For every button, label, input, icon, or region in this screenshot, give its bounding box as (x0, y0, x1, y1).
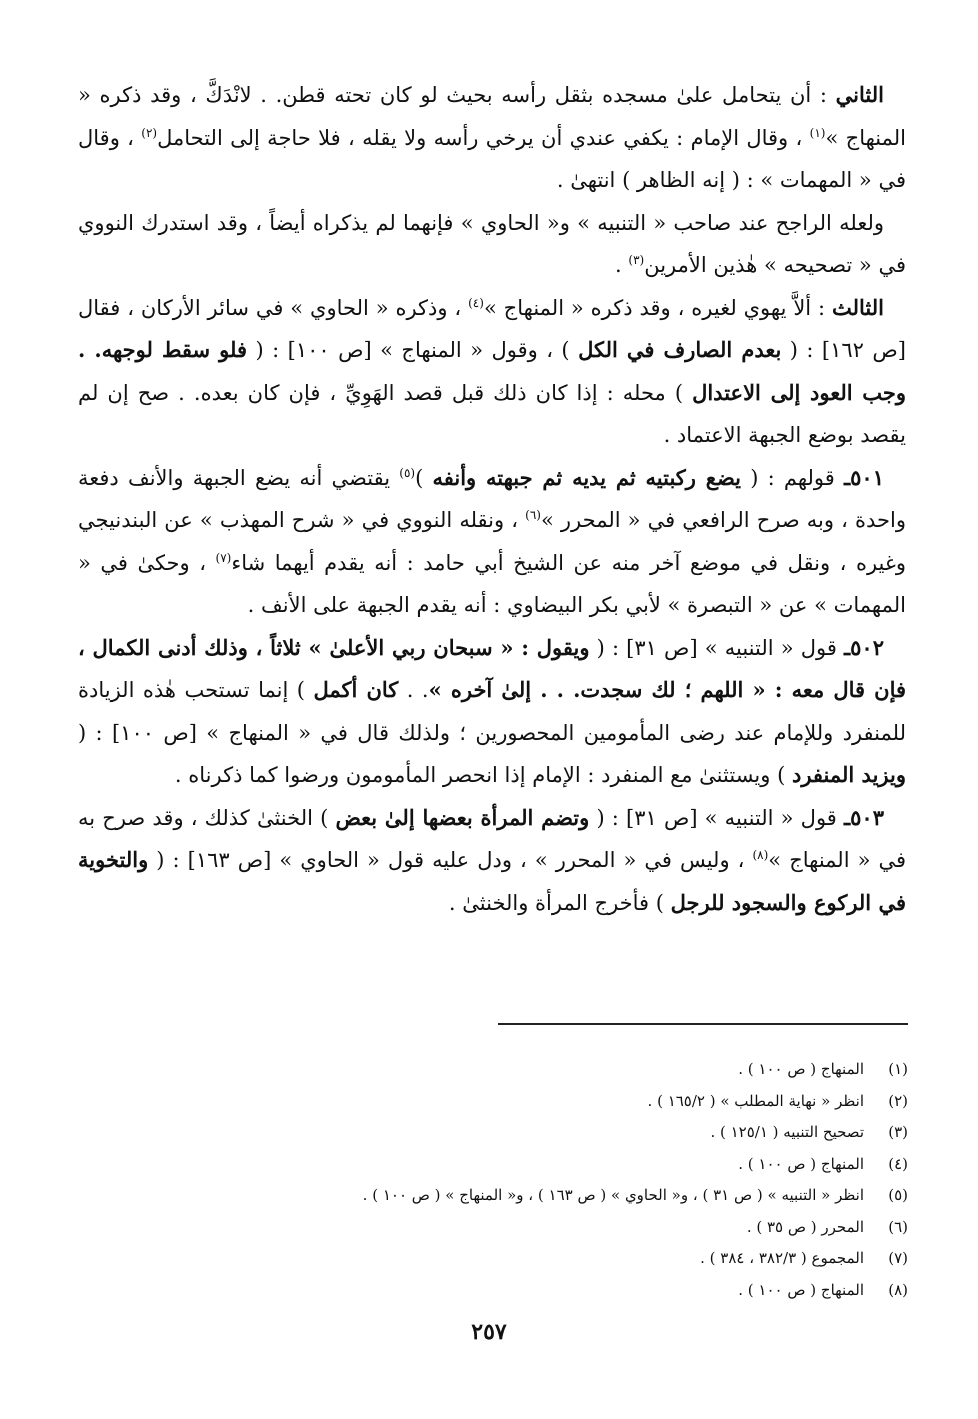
quoted-text: كان أكمل (313, 677, 399, 702)
footnote-text: المحرر ( ص ٣٥ ) . (746, 1217, 864, 1236)
text-run: ) فأخرج المرأة والخنثىٰ . (448, 890, 671, 915)
text-run: ) الخنثىٰ كذلك ، وقد صرح به في « المنهاج » (78, 805, 907, 872)
footnote-number: (٤) (888, 1154, 908, 1173)
footnote (288, 1275, 908, 1307)
text-run: ) (415, 465, 433, 490)
text-run: ، ونقله النووي في « شرح المهذب » عن البندنيجي وغيره ، ونقل في موضع آخر منه عن الشيخ أبي حامد : أنه يقدم أيهما شاء (78, 508, 906, 575)
quoted-text: وتضم المرأة بعضها إلىٰ بعض (335, 804, 590, 830)
footnote-marker: (١) (809, 125, 826, 140)
footnote (288, 1149, 908, 1181)
quoted-text: ٥٠٣ـ (843, 804, 884, 830)
footnote (288, 1243, 908, 1275)
text-run: ) ويستثنىٰ مع المنفرد : الإمام إذا انحصر المأمومون ورضوا كما ذكرناه . (174, 763, 792, 787)
quoted-text: الثاني (835, 82, 884, 107)
footnote (288, 1117, 908, 1149)
footnote-number: (٥) (888, 1186, 908, 1204)
paragraph (78, 627, 906, 797)
quoted-text: ويزيد المنفرد (791, 762, 906, 787)
footnote (288, 1054, 908, 1086)
footnote-marker: (٢) (141, 125, 158, 140)
quoted-text: يضع ركبتيه ثم يديه ثم جبهته وأنفه (432, 464, 741, 490)
footnote-text: المنهاج ( ص ١٠٠ ) . (738, 1154, 864, 1173)
footnote (288, 1086, 908, 1118)
quoted-text: الثالث (832, 294, 884, 320)
footnote-number: (٢) (888, 1091, 908, 1110)
footnote-divider (498, 1023, 908, 1025)
footnote (288, 1212, 908, 1244)
quoted-text: فلو سقط لوجهه. . وجب العود إلى الاعتدال (78, 337, 907, 405)
footnote-text: المجموع ( ٣٨٢/٣ ، ٣٨٤ ) . (700, 1249, 864, 1267)
footnote (288, 1180, 908, 1212)
text-run: ، وقال الإمام : يكفي عندي أن يرخي رأسه ولا يقله ، فلا حاجة إلى التحامل (157, 125, 810, 150)
text-run: يقتضي أنه يضع الجبهة والأنف دفعة واحدة ، وبه صرح الرافعي في « المحرر » (78, 465, 906, 532)
quoted-text: بعدم الصارف في الكل (578, 337, 782, 362)
text-run: ، وليس في « المحرر » ، ودل عليه قول « الحاوي » [ص ١٦٣] : ( (148, 848, 753, 872)
footnote-text: انظر « نهاية المطلب » ( ١٦٥/٢ ) . (647, 1091, 864, 1110)
paragraph (78, 287, 906, 457)
text-run: . (615, 253, 629, 277)
text-run: ) ، وقول « المنهاج » [ص ١٠٠] : ( (247, 338, 579, 362)
footnote-text: المنهاج ( ص ١٠٠ ) . (738, 1280, 864, 1299)
footnote-marker: (٧) (215, 550, 232, 565)
quoted-text: ٥٠١ـ (844, 464, 884, 490)
quoted-text: والتخوية في الركوع والسجود للرجل (78, 847, 906, 915)
footnote-number: (٦) (888, 1217, 908, 1236)
paragraph (78, 457, 906, 627)
text-run: . . (398, 678, 429, 702)
footnote-number: (٨) (888, 1280, 908, 1299)
main-text (78, 74, 906, 924)
text-run: ) محله : إذا كان ذلك قبل قصد الهَوِيِّ ، فإن كان بعده. . صح إن لم يقصد بوضع الجبهة الاعتماد . (78, 380, 906, 447)
footnote-text: تصحيح التنبيه ( ١٢٥/١ ) . (710, 1123, 864, 1141)
text-run: قول « التنبيه » [ص ٣١] : ( (589, 635, 844, 660)
text-run: ولعله الراجح عند صاحب « التنبيه » و« الحاوي » فإنهما لم يذكراه أيضاً ، وقد استدرك النووي في « تصحيحه » هٰذين الأمرين (78, 210, 906, 277)
text-run: ، وقال في « المهمات » : ( إنه الظاهر ) انتهىٰ . (78, 125, 906, 192)
text-run: ، وذكره « الحاوي » في سائر الأركان ، فقال [ص ١٦٢] : ( (78, 295, 906, 362)
paragraph (78, 797, 906, 925)
page-number: ٢٥٧ (471, 1319, 507, 1345)
footnote-marker: (٥) (399, 465, 416, 480)
footnote-text: انظر « التنبيه » ( ص ٣١ ) ، و« الحاوي » ( ص ١٦٣ ) ، و« المنهاج » ( ص ١٠٠ ) . (362, 1186, 864, 1204)
footnote-text: المنهاج ( ص ١٠٠ ) . (738, 1060, 864, 1078)
footnote-marker: (٨) (752, 848, 769, 862)
text-run: قولهم : ( (741, 465, 844, 490)
footnote-number: (١) (888, 1060, 908, 1078)
paragraph (78, 74, 906, 202)
footnote-marker: (٣) (628, 253, 645, 267)
footnote-number: (٣) (888, 1123, 908, 1141)
footnotes-list (288, 1054, 908, 1306)
text-run: ) إنما تستحب هٰذه الزيادة للمنفرد وللإمام عند رضى المأمومين المحصورين ؛ ولذلك قال في « المنهاج » [ص ١٠٠] : ( (78, 678, 906, 745)
footnote-marker: (٦) (525, 508, 541, 522)
quoted-text: ٥٠٢ـ (844, 634, 884, 660)
text-run: : أن يتحامل علىٰ مسجده بثقل رأسه بحيث لو كان تحته قطن. . لانْدَكَّ ، وقد ذكره « المنهاج » (78, 83, 906, 150)
text-run: : ألاَّ يهوي لغيره ، وقد ذكره « المنهاج » (483, 295, 832, 320)
text-run: ، وحكىٰ في « المهمات » عن « التبصرة » لأبي بكر البيضاوي : أنه يقدم الجبهة على الأنف . (78, 550, 906, 617)
footnote-marker: (٤) (468, 295, 484, 310)
paragraph (78, 202, 906, 287)
footnote-number: (٧) (888, 1249, 908, 1267)
quoted-text: ويقول : « سبحان ربي الأعلىٰ » ثلاثاً ، وذلك أدنى الكمال ، فإن قال معه : « اللهم ؛ لك سجدت. . . إلىٰ آخره » (78, 634, 907, 702)
text-run: قول « التنبيه » [ص ٣١] : ( (589, 805, 844, 830)
